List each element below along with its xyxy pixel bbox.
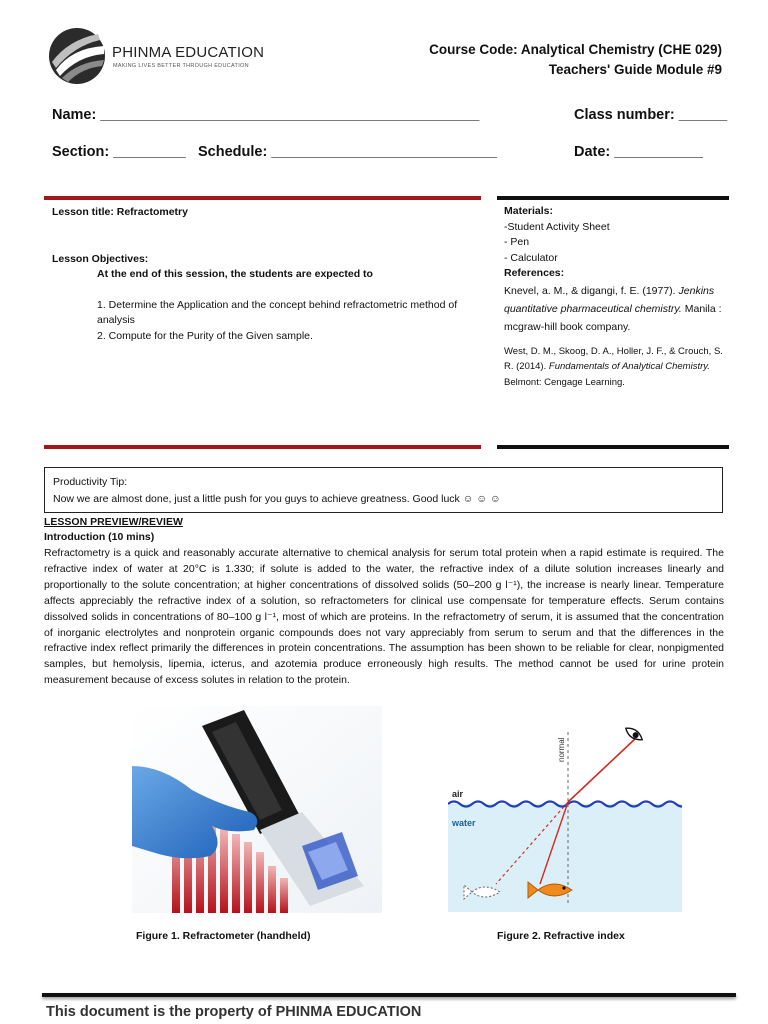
- lesson-block: [52, 205, 472, 344]
- material-item: - Calculator: [504, 251, 558, 264]
- lesson-bottom-rule: [44, 445, 481, 449]
- material-item: -Student Activity Sheet: [504, 220, 610, 233]
- objective-1: 1. Determine the Application and the concept behind refractometric method of analysis: [97, 298, 458, 326]
- course-info: [429, 40, 722, 80]
- class-number-field[interactable]: Class number: ______: [574, 107, 728, 123]
- phinma-logo-icon: [48, 26, 106, 86]
- logo-name: PHINMA EDUCATION: [112, 44, 265, 61]
- page-header: [0, 0, 768, 100]
- footer-text: This document is the property of PHINMA EDUCATION: [46, 1004, 422, 1020]
- date-field[interactable]: Date: ___________: [574, 144, 703, 160]
- course-code: Course Code: Analytical Chemistry (CHE 029): [429, 42, 722, 57]
- lesson-preview: [44, 515, 724, 689]
- ref2-authors: West, D. M., Skoog, D. A., Holler, J. F., & Crouch, S. R. (2014).: [504, 345, 723, 372]
- materials-heading: Materials:: [504, 205, 554, 217]
- refractometer-image: [132, 706, 382, 913]
- phinma-logo: [48, 26, 265, 90]
- air-label: air: [452, 789, 464, 799]
- ref1-authors: Knevel, a. M., & digangi, f. E. (1977).: [504, 284, 676, 297]
- ref2-title: Fundamentals of Analytical Chemistry.: [548, 361, 710, 372]
- productivity-tip-box: [44, 467, 723, 513]
- figure-1-caption: Figure 1. Refractometer (handheld): [136, 930, 311, 942]
- introduction-paragraph: Refractometry is a quick and reasonably accurate alternative to chemical analysis for serum total protein when a rapid estimate is required. The refractive index of water at 20°C is 1.330; if solute is added to the water, the refractive index of a dilute solution increases linearly and proportionally to the solute concentration; at higher concentrations of dissolved solids (50–200 g l⁻¹), the increase is nearly linear. Temperature affects appreciably the refractive index of a solution, so refractometers for clinical use compensate for temperature effects. Serum contains dissolved solids in concentrations of 80–100 g l⁻¹, most of which are proteins. In the refractometry of serum, it is assumed that the concentration of inorganic electrolytes and nonprotein organic compounds does not vary appreciably from serum to serum and that the differences in the refractive index reflect primarily the differences in protein concentrations. The assumption has been shown to be reliable for clear, nonpigmented samples, but hemolysis, lipemia, icterus, and azotemia produce erroneously high results. The method cannot be used for urine protein measurement because of excess solutes in relation to the protein.: [44, 547, 724, 687]
- footer-rule: [42, 993, 736, 997]
- ref1-title: Jenkins quantitative pharmaceutical chemistry.: [504, 284, 715, 315]
- section-field[interactable]: Section: _________: [52, 144, 186, 160]
- materials-top-rule: [497, 196, 729, 200]
- water-label: water: [452, 818, 476, 828]
- tip-label: Productivity Tip:: [53, 476, 128, 488]
- tip-text: Now we are almost done, just a little push for you guys to achieve greatness. Good luck ☺ ☺ ☺: [53, 493, 501, 505]
- reference-1: [504, 282, 726, 336]
- ref1-publisher: Manila : mcgraw-hill book company.: [504, 302, 722, 333]
- lesson-top-rule: [44, 196, 481, 200]
- references-heading: References:: [504, 267, 565, 279]
- introduction-heading: Introduction (10 mins): [44, 531, 155, 543]
- field-row-1: [52, 107, 732, 129]
- refractive-index-diagram: [448, 722, 682, 912]
- materials-bottom-rule: [497, 445, 729, 449]
- objectives-heading: Lesson Objectives:: [52, 252, 149, 265]
- figure-2-caption: Figure 2. Refractive index: [497, 930, 625, 942]
- reference-2: [504, 344, 726, 391]
- preview-heading: LESSON PREVIEW/REVIEW: [44, 516, 183, 528]
- objectives-intro: At the end of this session, the students are expected to: [97, 268, 373, 280]
- normal-label: normal: [557, 737, 566, 762]
- lesson-title: Lesson title: Refractometry: [52, 206, 188, 218]
- ref2-publisher: Belmont: Cengage Learning.: [504, 376, 625, 388]
- material-item: - Pen: [504, 236, 530, 248]
- materials-block: [504, 204, 726, 390]
- schedule-field[interactable]: Schedule: ____________________________: [198, 144, 498, 160]
- module-title: Teachers' Guide Module #9: [548, 62, 722, 77]
- objective-2: 2. Compute for the Purity of the Given sample.: [97, 329, 313, 342]
- logo-tagline: MAKING LIVES BETTER THROUGH EDUCATION: [113, 63, 249, 69]
- field-row-2: [52, 144, 732, 166]
- name-field[interactable]: Name: _______________________________________________: [52, 107, 480, 123]
